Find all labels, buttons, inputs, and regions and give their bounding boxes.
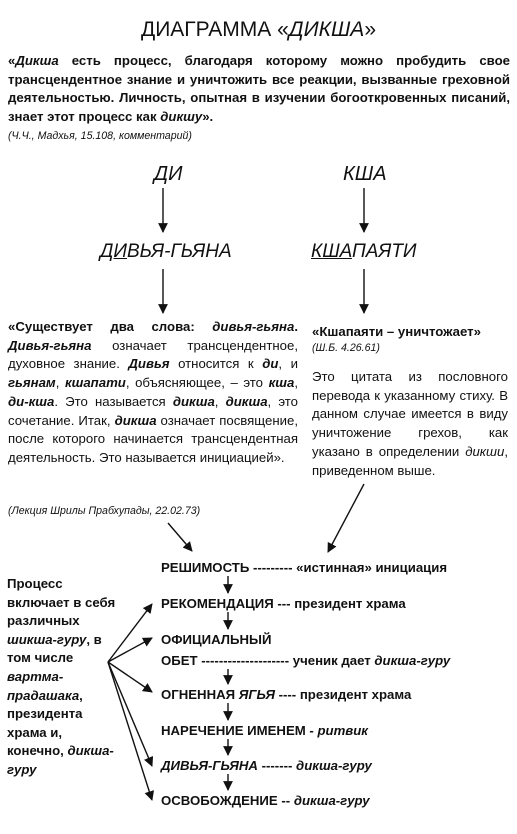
kshapayati-explanation: Это цитата из пословного перевода к указанному стиху. В данном случае имеется в виду уничтожение грехов, как указано в определении дикши, приведенном выше.: [312, 369, 508, 478]
step-vow: ОБЕТ -------------------- ученик дает дикша-гуру: [161, 653, 451, 668]
process-note: Процесс включает в себя различных шикша-гуру, в том числе вартма-прадашака, президента храма и, конечно, дикша-гуру: [7, 576, 116, 777]
step-liberation: ОСВОБОЖДЕНИЕ -- дикша-гуру: [161, 793, 370, 808]
sb-citation: (Ш.Б. 4.26.61): [312, 342, 380, 354]
step-recommendation: РЕКОМЕНДАЦИЯ --- президент храма: [161, 596, 406, 611]
step-divya-gyana: ДИВЬЯ-ГЬЯНА ------- дикша-гуру: [161, 758, 372, 773]
step-naming: НАРЕЧЕНИЕ ИМЕНЕМ - ритвик: [161, 723, 368, 738]
intro-quote: «Дикша есть процесс, благодаря которому можно пробудить свое трансцендентное знание и уничтожить все реакции, вызванные греховной деятельностью. Личность, опытная в изучении богооткровенных писаний, знает этот процесс как дикшу».: [8, 53, 510, 124]
kshapayati-quote-title: «Кшапаяти – уничтожает»: [312, 324, 481, 339]
step-official: ОФИЦИАЛЬНЫЙ: [161, 632, 272, 647]
fan-arrow-official: [108, 638, 152, 662]
arrow-explanation-to-resolve: [328, 484, 364, 552]
word-divya-gyana: ДИВЬЯ-ГЬЯНА: [100, 241, 232, 262]
step-resolve: РЕШИМОСТЬ --------- «истинная» инициация: [161, 560, 448, 575]
step-fire-yajna: ОГНЕННАЯ ЯГЬЯ ---- президент храма: [161, 687, 412, 702]
intro-citation: (Ч.Ч., Мадхья, 15.108, комментарий): [8, 130, 192, 142]
word-ksha: КША: [343, 163, 387, 185]
arrow-lecture-to-resolve: [168, 523, 192, 551]
fan-arrow-recommendation: [108, 604, 152, 662]
word-di: ДИ: [154, 163, 183, 185]
fan-arrow-liberation: [108, 662, 152, 800]
diagram-title: ДИАГРАММА «ДИКША»: [140, 18, 377, 41]
word-kshapayati: КШАПАЯТИ: [311, 241, 417, 262]
prabhupada-lecture-quote: «Существует два слова: дивья-гьяна. Дивья-гьяна означает трансцендентное, духовное знание. Дивья относится к ди, и гьянам, кшапати, объясняющее, – это кша, ди-кша. Это называется дикша, дикша, это сочетание. Итак, дикша означает посвящение, после которого начинается трансцендентная деятельность. Это называется инициацией».: [8, 319, 298, 465]
lecture-citation: (Лекция Шрилы Прабхупады, 22.02.73): [8, 505, 201, 517]
